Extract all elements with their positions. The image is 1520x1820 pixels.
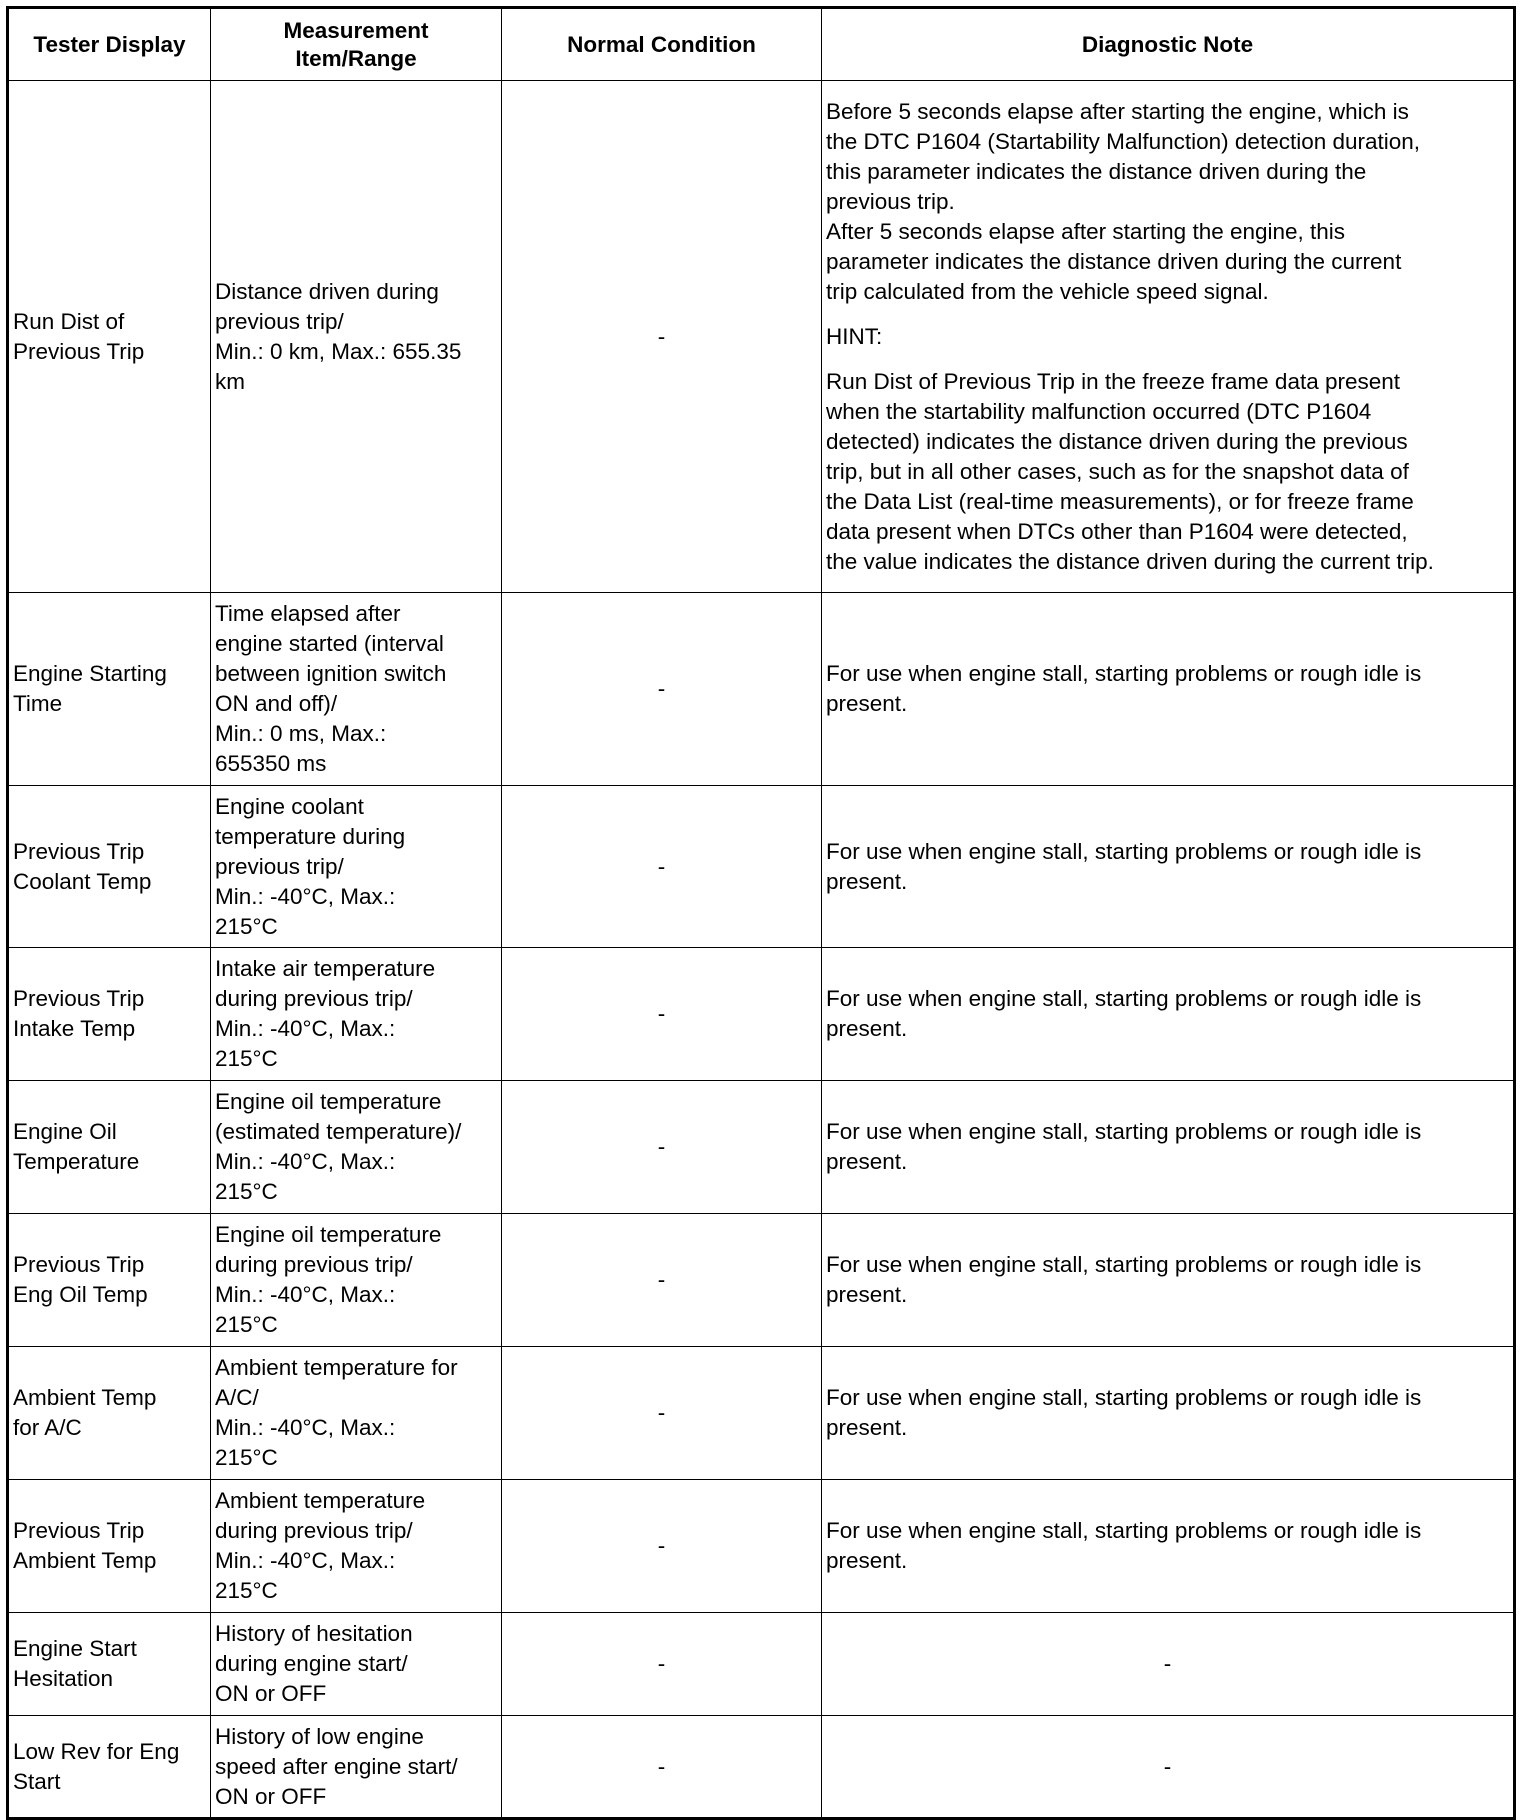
tester-display-cell: Previous Trip Intake Temp	[8, 948, 211, 1081]
data-list-table	[6, 6, 1516, 1820]
normal-condition-cell: -	[502, 1613, 822, 1716]
diagnostic-note-cell: For use when engine stall, starting problems or rough idle is present.	[822, 948, 1515, 1081]
diagnostic-note-paragraph: Before 5 seconds elapse after starting the engine, which is the DTC P1604 (Startability Malfunction) detection duration, this parameter indicates the distance driven during the previous trip. After 5 seconds elapse after starting the engine, this parameter indicates the distance driven during the current trip calculated from the vehicle speed signal.	[826, 98, 1421, 304]
normal-condition-cell: -	[502, 786, 822, 948]
diagnostic-note-cell	[822, 81, 1515, 593]
tester-display-cell: Run Dist of Previous Trip	[8, 81, 211, 593]
diagnostic-note-hint: HINT:	[826, 323, 883, 349]
measurement-cell: Ambient temperature for A/C/ Min.: -40°C, Max.: 215°C	[211, 1347, 502, 1480]
table-header-row	[8, 8, 1515, 81]
normal-condition-cell: -	[502, 948, 822, 1081]
measurement-cell: Engine oil temperature (estimated temperature)/ Min.: -40°C, Max.: 215°C	[211, 1081, 502, 1214]
table-row	[8, 1347, 1515, 1480]
header-measurement-item: Measurement Item/Range	[211, 8, 502, 81]
table-row	[8, 786, 1515, 948]
header-diagnostic-note: Diagnostic Note	[822, 8, 1515, 81]
normal-condition-cell: -	[502, 593, 822, 786]
table-row	[8, 1613, 1515, 1716]
tester-display-cell: Engine Oil Temperature	[8, 1081, 211, 1214]
tester-display-cell: Previous Trip Ambient Temp	[8, 1480, 211, 1613]
measurement-cell: Intake air temperature during previous trip/ Min.: -40°C, Max.: 215°C	[211, 948, 502, 1081]
normal-condition-cell: -	[502, 1347, 822, 1480]
table-row	[8, 81, 1515, 593]
table-row	[8, 1081, 1515, 1214]
diagnostic-note-cell: For use when engine stall, starting problems or rough idle is present.	[822, 1347, 1515, 1480]
measurement-cell: Time elapsed after engine started (interval between ignition switch ON and off)/ Min.: 0 ms, Max.: 655350 ms	[211, 593, 502, 786]
tester-display-cell: Ambient Temp for A/C	[8, 1347, 211, 1480]
measurement-cell: Distance driven during previous trip/ Min.: 0 km, Max.: 655.35 km	[211, 81, 502, 593]
measurement-cell: Ambient temperature during previous trip/ Min.: -40°C, Max.: 215°C	[211, 1480, 502, 1613]
table-row	[8, 593, 1515, 786]
normal-condition-cell: -	[502, 1480, 822, 1613]
table-row	[8, 948, 1515, 1081]
diagnostic-note-paragraph: Run Dist of Previous Trip in the freeze frame data present when the startability malfunction occurred (DTC P1604 detected) indicates the distance driven during the previous trip, but in all other cases, such as for the snapshot data of the Data List (real-time measurements), or for freeze frame data present when DTCs other than P1604 were detected, the value indicates the distance driven during the current trip.	[826, 368, 1434, 574]
tester-display-cell: Low Rev for Eng Start	[8, 1716, 211, 1819]
diagnostic-note-cell: For use when engine stall, starting problems or rough idle is present.	[822, 593, 1515, 786]
tester-display-cell: Previous Trip Eng Oil Temp	[8, 1214, 211, 1347]
normal-condition-cell: -	[502, 81, 822, 593]
measurement-cell: Engine oil temperature during previous trip/ Min.: -40°C, Max.: 215°C	[211, 1214, 502, 1347]
tester-display-cell: Engine Starting Time	[8, 593, 211, 786]
tester-display-cell: Engine Start Hesitation	[8, 1613, 211, 1716]
diagnostic-note-cell: For use when engine stall, starting problems or rough idle is present.	[822, 786, 1515, 948]
normal-condition-cell: -	[502, 1214, 822, 1347]
normal-condition-cell: -	[502, 1081, 822, 1214]
diagnostic-note-cell: For use when engine stall, starting problems or rough idle is present.	[822, 1214, 1515, 1347]
table-row	[8, 1214, 1515, 1347]
header-tester-display: Tester Display	[8, 8, 211, 81]
table-row	[8, 1480, 1515, 1613]
measurement-cell: History of hesitation during engine start/ ON or OFF	[211, 1613, 502, 1716]
diagnostic-note-cell: For use when engine stall, starting problems or rough idle is present.	[822, 1081, 1515, 1214]
diagnostic-note-cell: -	[822, 1716, 1515, 1819]
measurement-cell: History of low engine speed after engine start/ ON or OFF	[211, 1716, 502, 1819]
diagnostic-note-cell: -	[822, 1613, 1515, 1716]
tester-display-cell: Previous Trip Coolant Temp	[8, 786, 211, 948]
diagnostic-note-cell: For use when engine stall, starting problems or rough idle is present.	[822, 1480, 1515, 1613]
normal-condition-cell: -	[502, 1716, 822, 1819]
measurement-cell: Engine coolant temperature during previous trip/ Min.: -40°C, Max.: 215°C	[211, 786, 502, 948]
table-row	[8, 1716, 1515, 1819]
header-normal-condition: Normal Condition	[502, 8, 822, 81]
